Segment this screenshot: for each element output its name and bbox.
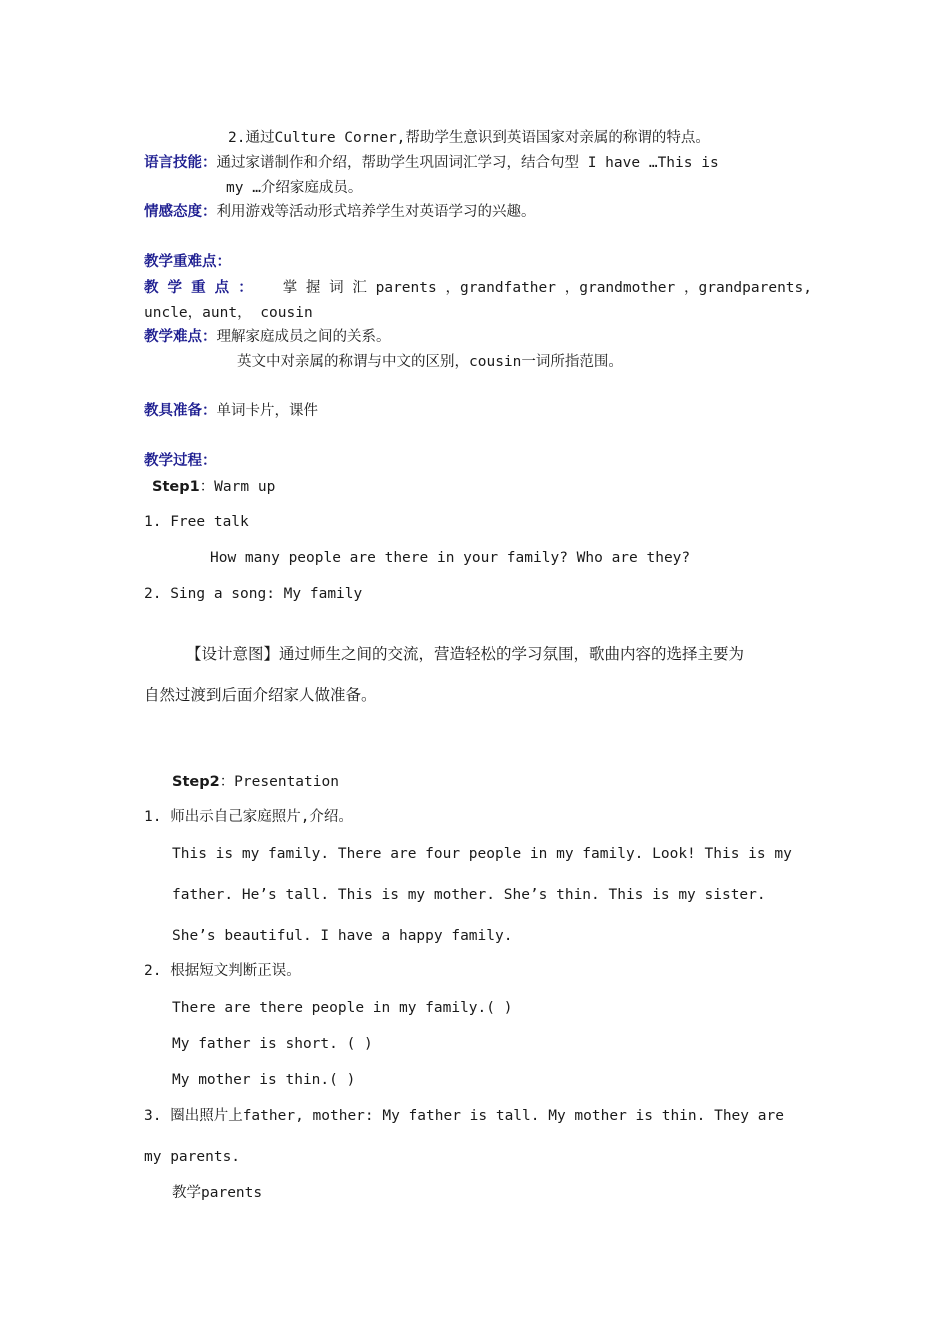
step2-title: ：Presentation bbox=[219, 774, 339, 790]
difficulty-text-2: 英文中对亲属的称谓与中文的区别，cousin一词所指范围。 bbox=[237, 354, 623, 370]
focus-word: grandfather ， bbox=[459, 280, 580, 296]
key-points-heading: 教学重难点： bbox=[144, 254, 231, 270]
step2-line bbox=[172, 772, 339, 792]
skills-line bbox=[144, 153, 719, 173]
skills-text-cont: my …介绍家庭成员。 bbox=[226, 180, 363, 196]
step1-line bbox=[152, 477, 275, 497]
warmup-item-1-text: How many people are there in your family? Who are they? bbox=[210, 550, 691, 566]
presentation-item-1-line-1: This is my family. There are four people in my family. Look! This is my bbox=[172, 846, 792, 862]
step1-title: ：Warm up bbox=[199, 479, 276, 495]
skills-text: 通过家谱制作和介绍，帮助学生巩固词汇学习，结合句型 I have …This is bbox=[216, 155, 719, 171]
focus-word: 掌 握 词 汇 parents ， bbox=[282, 280, 460, 296]
step1-label: Step1 bbox=[152, 479, 200, 495]
difficulty-line bbox=[144, 327, 391, 347]
true-false-question-3: My mother is thin.( ) bbox=[172, 1072, 356, 1088]
process-heading: 教学过程： bbox=[144, 453, 217, 469]
materials-line bbox=[144, 401, 318, 421]
difficulty-label: 教学难点： bbox=[144, 329, 217, 345]
presentation-item-1: 1. 师出示自己家庭照片,介绍。 bbox=[144, 809, 353, 825]
focus-line bbox=[144, 278, 812, 298]
attitude-label: 情感态度： bbox=[144, 204, 217, 220]
difficulty-text: 理解家庭成员之间的关系。 bbox=[216, 329, 391, 345]
focus-word: grandparents, bbox=[698, 280, 812, 296]
attitude-line bbox=[144, 202, 536, 222]
objective-culture: 2.通过Culture Corner,帮助学生意识到英语国家对亲属的称谓的特点。 bbox=[228, 130, 710, 146]
materials-label: 教具准备： bbox=[144, 403, 217, 419]
presentation-item-3-teach: 教学parents bbox=[172, 1185, 263, 1201]
presentation-item-3: 3. 圈出照片上father, mother: My father is tall. My mother is thin. They are bbox=[144, 1108, 784, 1124]
design-note-2: 自然过渡到后面介绍家人做准备。 bbox=[144, 686, 377, 704]
warmup-item-2: 2. Sing a song: My family bbox=[144, 586, 363, 602]
true-false-question-2: My father is short. ( ) bbox=[172, 1036, 373, 1052]
focus-cont: uncle，aunt， cousin bbox=[144, 305, 313, 321]
presentation-item-1-line-2: father. He’s tall. This is my mother. She’s thin. This is my sister. bbox=[172, 887, 766, 903]
step2-label: Step2 bbox=[172, 774, 220, 790]
focus-label: 教 学 重 点 ： bbox=[144, 280, 255, 296]
true-false-question-1: There are there people in my family.( ) bbox=[172, 1000, 513, 1016]
design-note-1: 【设计意图】通过师生之间的交流，营造轻松的学习氛围，歌曲内容的选择主要为 bbox=[186, 645, 745, 663]
presentation-item-2: 2. 根据短文判断正误。 bbox=[144, 963, 301, 979]
focus-word: grandmother ， bbox=[579, 280, 699, 296]
presentation-item-1-line-3: She’s beautiful. I have a happy family. bbox=[172, 928, 513, 944]
attitude-text: 利用游戏等活动形式培养学生对英语学习的兴趣。 bbox=[216, 204, 536, 220]
materials-text: 单词卡片，课件 bbox=[216, 403, 318, 419]
skills-label: 语言技能： bbox=[144, 155, 217, 171]
warmup-item-1: 1. Free talk bbox=[144, 514, 249, 530]
presentation-item-3-cont: my parents. bbox=[144, 1149, 241, 1165]
